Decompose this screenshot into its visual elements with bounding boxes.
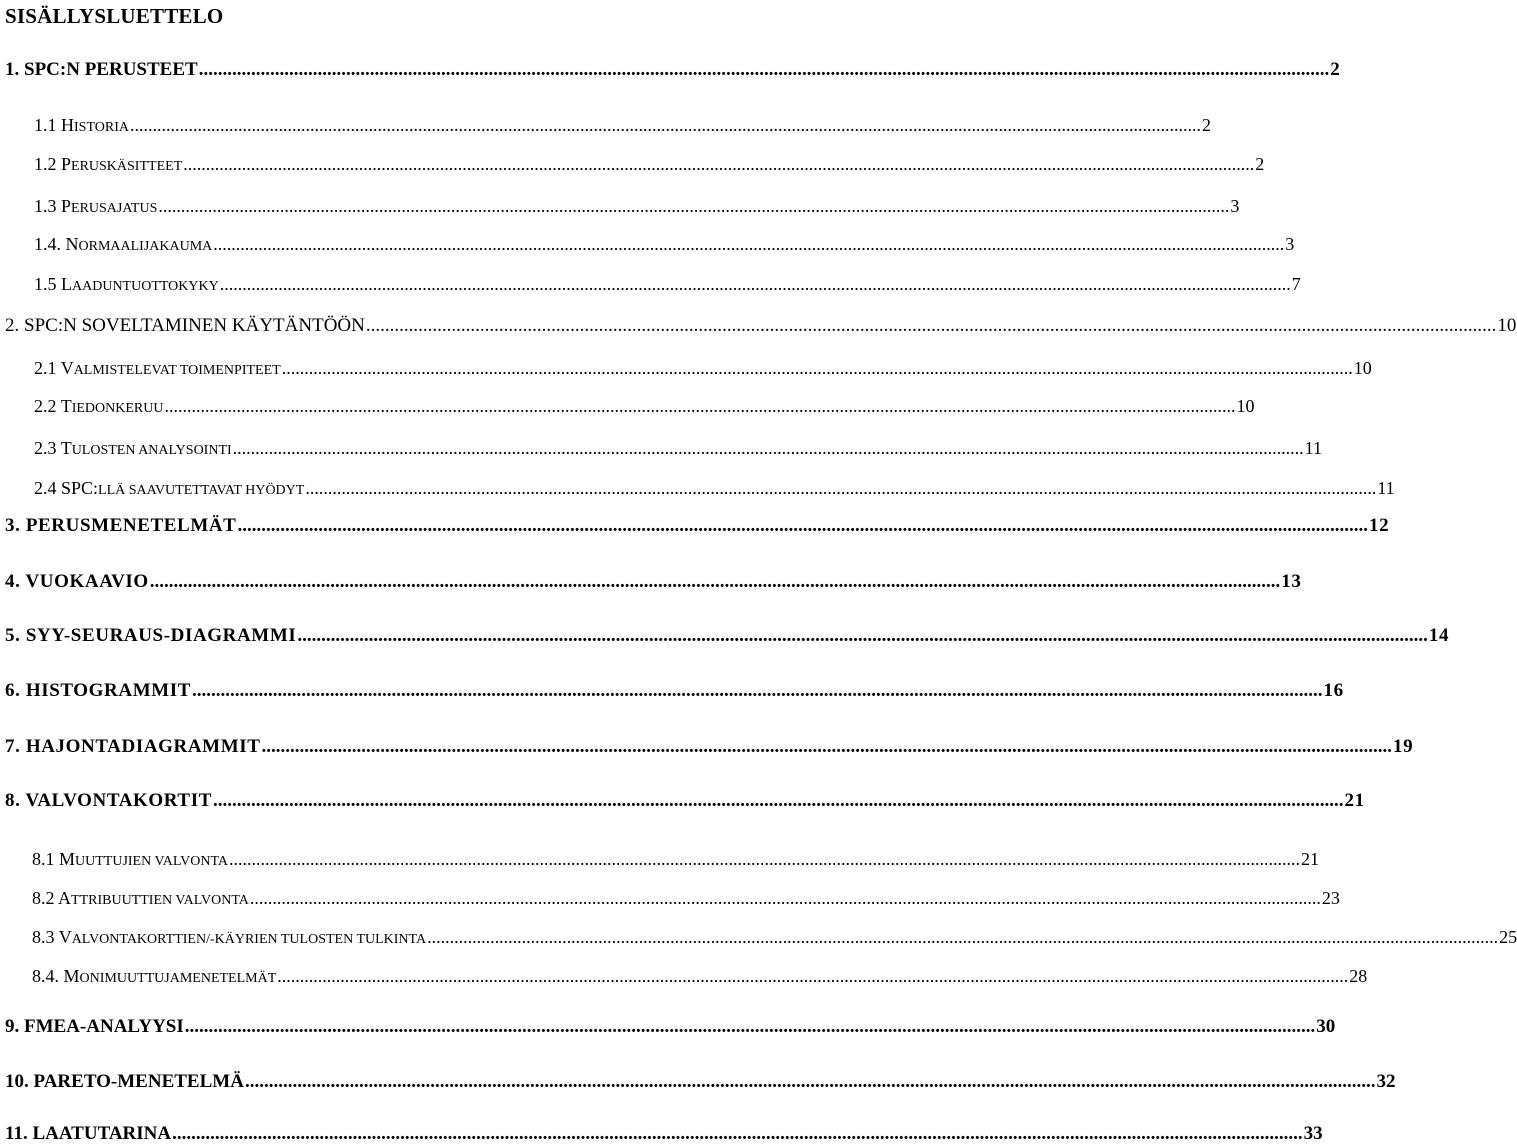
dot-leader [297,622,1428,650]
dot-leader [183,150,1254,178]
toc-entry-number: 5. [5,625,21,646]
toc-entry-title-rest: ALVONTAKORTTIEN/-KÄYRIEN TULOSTEN TULKINTA [71,932,427,947]
toc-entry-1-1[interactable] [34,111,1211,139]
toc-entry-title-rest: TTRIBUUTTIEN VALVONTA [71,893,249,908]
toc-entry-number: 2.1 [34,358,57,378]
toc-entry-number: 8.4. [32,966,59,986]
dot-leader [213,787,1344,815]
dot-leader [427,923,1498,951]
toc-entry-title-first: S [25,625,37,646]
toc-entry-page: 2 [1330,59,1340,80]
toc-entry-number: 11. [5,1123,28,1144]
toc-entry-number: 2. [5,315,20,336]
toc-entry-number: 9. [5,1016,20,1037]
toc-entry-number: 8.1 [32,849,55,869]
toc-entry-page: 2 [1201,115,1211,135]
toc-entry-3[interactable] [5,512,1390,540]
toc-entry-title-first: P [33,1071,44,1092]
toc-entry-number: 1.2 [34,154,57,174]
toc-entry-page: 16 [1323,680,1344,701]
toc-entry-title-first: N [65,234,79,254]
toc-entry-page: 25 [1499,927,1517,947]
dot-leader [366,312,1497,340]
toc-entry-number: 10. [5,1071,29,1092]
toc-entry-title-first: V [60,358,74,378]
toc-entry-page: 11 [1304,438,1323,458]
toc-entry-page: 10 [1236,396,1255,416]
toc-entry-title-rest: ALMISTELEVAT TOIMENPITEET [73,363,281,378]
toc-entry-page: 21 [1344,790,1365,811]
toc-entry-title-rest: ULOSTEN ANALYSOINTI [71,443,232,458]
toc-entry-title-first: T [60,396,72,416]
toc-entry-title-rest: AJONTADIAGRAMMIT [41,736,261,757]
toc-entry-8-4[interactable] [32,962,1368,990]
toc-entry-title-first: M [59,849,76,869]
toc-entry-2[interactable] [5,312,1517,340]
toc-entry-page: 30 [1316,1016,1336,1037]
toc-entry-title-first: T [60,438,72,458]
toc-entry-number: 1.1 [34,115,57,135]
toc-entry-title-rest: LLÄ SAAVUTETTAVAT HYÖDYT [98,483,305,498]
toc-entry-number: 1.4. [34,234,61,254]
toc-entry-page: 11 [1377,478,1395,498]
toc-entry-page: 10 [1497,315,1517,336]
toc-entry-8-2[interactable] [32,884,1340,912]
toc-entry-1[interactable] [5,56,1340,84]
toc-entry-title-first: SPC: [61,478,99,498]
toc-entry-title-rest: ERUSKÄSITTEET [71,159,183,174]
toc-entry-5[interactable] [5,622,1450,650]
toc-entry-page: 33 [1303,1123,1323,1144]
toc-entry-title-rest: MEA-ANALYYSI [35,1016,184,1037]
toc-entry-number: 1. [5,59,20,80]
toc-entry-9[interactable] [5,1013,1336,1041]
dot-leader [245,1068,1376,1096]
toc-entry-6[interactable] [5,677,1344,705]
toc-entry-title-rest: UUTTUJIEN VALVONTA [75,854,229,869]
toc-entry-number: 3. [5,515,21,536]
toc-entry-number: 8. [5,790,21,811]
toc-entry-title-first: H [25,680,42,701]
toc-entry-page: 21 [1301,849,1320,869]
toc-entry-page: 10 [1353,358,1372,378]
toc-entry-title-rest: ALVONTAKORTIT [37,790,212,811]
toc-entry-title-rest: ERUSMENETELMÄT [38,515,237,536]
toc-entry-1-5[interactable] [34,270,1301,298]
toc-entry-page: 14 [1428,625,1450,646]
toc-entry-title-rest: PC:N PERUSTEET [34,59,198,80]
toc-entry-title-first: P [61,154,72,174]
toc-entry-2-2[interactable] [34,392,1255,420]
toc-entry-number: 7. [5,736,21,757]
toc-entry-page: 32 [1376,1071,1396,1092]
toc-entry-2-1[interactable] [34,354,1372,382]
dot-leader [213,230,1284,258]
toc-entry-2-3[interactable] [34,434,1323,462]
toc-entry-8-1[interactable] [32,845,1320,873]
toc-entry-1-2[interactable] [34,150,1265,178]
toc-entry-title-first: F [24,1016,36,1037]
toc-entry-title-first: L [61,274,72,294]
toc-entry-title-rest: ERUSAJATUS [71,201,158,216]
toc-entry-title-first: P [61,196,72,216]
dot-leader [199,56,1330,84]
toc-entry-number: 1.3 [34,196,57,216]
toc-entry-number: 8.2 [32,888,55,908]
toc-entry-title-first: H [61,115,74,135]
toc-entry-number: 2.4 [34,478,57,498]
dot-leader [262,733,1393,761]
toc-entry-page: 3 [1285,234,1295,254]
dot-leader [233,434,1304,462]
toc-entry-title-first: P [25,515,39,536]
toc-entry-1-4[interactable] [34,230,1295,258]
toc-entry-number: 6. [5,680,21,701]
dot-leader [220,270,1291,298]
toc-entry-7[interactable] [5,733,1414,761]
dot-leader [237,512,1368,540]
toc-entry-title-rest: AATUTARINA [45,1123,172,1144]
toc-entry-title-rest: ORMAALIJAKAUMA [78,239,213,254]
toc-entry-title-first: V [25,571,40,592]
dot-leader [305,474,1376,502]
toc-entry-page: 13 [1281,571,1302,592]
toc-entry-page: 7 [1291,274,1301,294]
toc-entry-title-rest: ONIMUUTTUJAMENETELMÄT [79,971,277,986]
toc-entry-page: 12 [1368,515,1390,536]
toc-entry-page: 3 [1230,196,1240,216]
toc-entry-title-rest: AADUNTUOTTOKYKY [72,279,219,294]
toc-entry-8[interactable] [5,787,1365,815]
toc-entry-title-rest: IEDONKERUU [71,401,164,416]
toc-title: SISÄLLYSLUETTELO [5,4,224,28]
toc-entry-number: 8.3 [32,927,55,947]
toc-entry-1-3[interactable] [34,192,1240,220]
dot-leader [150,568,1281,596]
toc-entry-title-rest: ISTOGRAMMIT [41,680,192,701]
toc-entry-title-rest: YY-SEURAUS-DIAGRAMMI [36,625,297,646]
toc-entry-number: 2.3 [34,438,57,458]
toc-entry-title-rest: PC:N SOVELTAMINEN KÄYTÄNTÖÖN [34,315,365,336]
dot-leader [282,354,1353,382]
dot-leader [164,392,1235,420]
toc-entry-10[interactable] [5,1068,1396,1096]
toc-entry-number: 2.2 [34,396,57,416]
dot-leader [158,192,1229,220]
toc-entry-8-3[interactable] [32,923,1517,951]
toc-entry-title-rest: UOKAAVIO [39,571,149,592]
dot-leader [185,1013,1316,1041]
toc-entry-2-4[interactable] [34,474,1395,502]
toc-entry-title-first: S [24,315,35,336]
dot-leader [277,962,1348,990]
toc-entry-title-rest: ISTORIA [74,120,129,135]
dot-leader [250,884,1321,912]
toc-entry-title-first: M [63,966,80,986]
toc-entry-title-first: V [58,927,72,947]
toc-entry-4[interactable] [5,568,1302,596]
toc-entry-11[interactable] [5,1120,1323,1148]
toc-entry-title-first: H [25,736,42,757]
toc-entry-title-first: L [32,1123,46,1144]
toc-entry-page: 23 [1321,888,1340,908]
toc-entry-title-rest: ARETO-MENETELMÄ [43,1071,244,1092]
toc-entry-number: 1.5 [34,274,57,294]
dot-leader [192,677,1323,705]
dot-leader [130,111,1201,139]
dot-leader [229,845,1300,873]
toc-entry-title-first: S [24,59,35,80]
toc-entry-title-first: V [25,790,38,811]
toc-entry-page: 2 [1255,154,1265,174]
toc-entry-number: 4. [5,571,21,592]
toc-entry-title-first: A [58,888,72,908]
toc-entry-page: 28 [1349,966,1368,986]
toc-entry-page: 19 [1393,736,1414,757]
dot-leader [172,1120,1303,1148]
